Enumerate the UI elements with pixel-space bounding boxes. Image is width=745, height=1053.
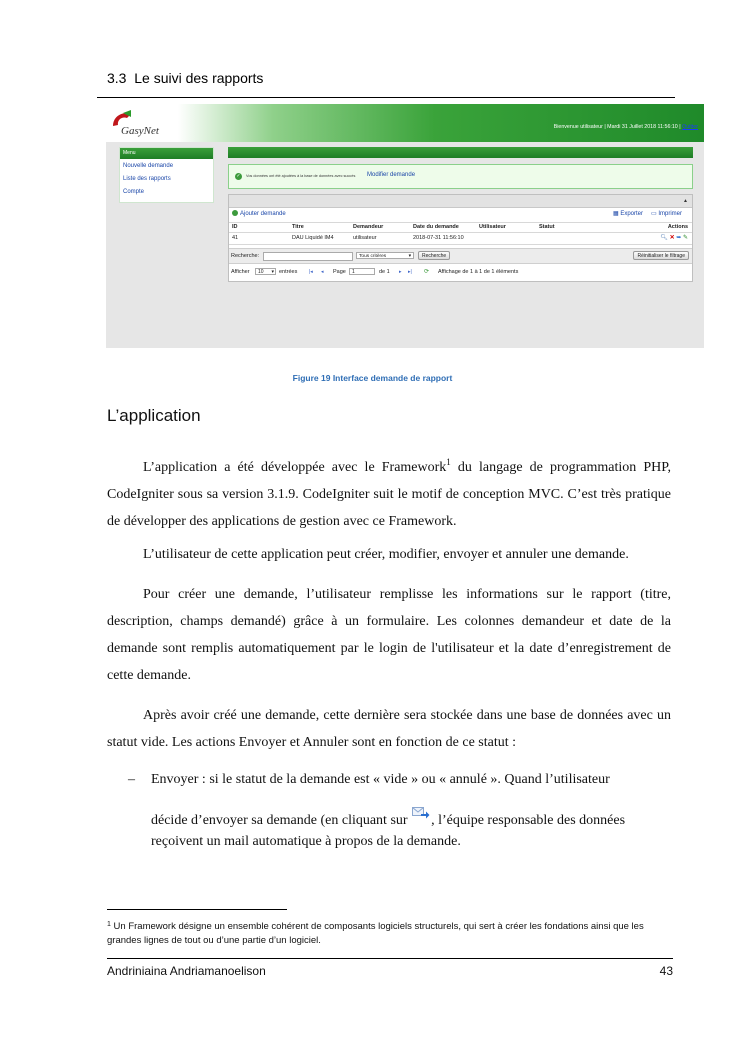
pager xyxy=(229,265,692,279)
delete-icon[interactable]: ✕ xyxy=(669,235,675,241)
page-of-label: de 1 xyxy=(379,269,390,275)
footnote: $^1$ Un Framework désigne un ensemble cohérent de composants logiciels structurels, qui sert à créer les fondations ainsi que les grandes lignes de tout ou d’une partie d’un logiciel. xyxy=(107,921,644,946)
paragraph-actions: L’utilisateur de cette application peut créer, modifier, envoyer et annuler une demande. xyxy=(143,547,629,562)
section-title: Le suivi des rapports xyxy=(134,70,264,86)
plus-icon xyxy=(232,210,238,216)
welcome-bar xyxy=(554,124,698,130)
excel-icon: ▦ xyxy=(613,211,619,217)
refresh-icon[interactable]: ⟳ xyxy=(424,269,430,275)
content-header xyxy=(228,147,693,158)
prev-page-icon[interactable]: ◂ xyxy=(321,269,324,275)
svg-text:GasyNet: GasyNet xyxy=(121,125,159,137)
heading-application: L’application xyxy=(107,406,201,425)
menu-item-account[interactable]: Compte xyxy=(123,189,145,195)
search-button[interactable]: Recherche xyxy=(418,251,450,260)
last-page-icon[interactable]: ▸| xyxy=(408,269,412,275)
section-heading xyxy=(107,70,263,86)
cell-id: 41 xyxy=(232,235,239,241)
search-label: Recherche: xyxy=(231,253,260,259)
page-input[interactable]: 1 xyxy=(349,268,375,275)
row-actions xyxy=(660,234,688,241)
menu-item-new-request[interactable]: Nouvelle demande xyxy=(123,163,174,169)
cell-requester: utilisateur xyxy=(353,235,377,241)
paragraph-framework: L’application a été développée avec le Framework$^1$ du langage de programmation PHP, CodeIgniter sous sa version 3.1.9. CodeIgniter suit le motif de conception MVC. C’est très pratique de développer des applications de gestion avec ce Framework. xyxy=(107,457,671,529)
entries-label: entrées xyxy=(279,269,298,275)
col-status[interactable]: Statut xyxy=(539,224,555,230)
paragraph-status: Après avoir créé une demande, cette dernière sera stockée dans une base de données avec un statut vide. Les actions Envoyer et Annuler sont en fonction de ce statut : xyxy=(107,708,671,750)
show-label: Afficher xyxy=(231,269,250,275)
next-page-icon[interactable]: ▸ xyxy=(399,269,402,275)
header-rule xyxy=(97,97,675,98)
grid-toolbar xyxy=(229,195,692,208)
bullet-line-1: Envoyer : si le statut de la demande est « vide » ou « annulé ». Quand l’utilisateur xyxy=(151,772,610,787)
page-label: Page xyxy=(333,269,346,275)
footer-rule xyxy=(107,958,673,959)
edit-icon[interactable]: ✎ xyxy=(682,235,688,241)
send-icon[interactable]: ➥ xyxy=(676,235,682,241)
logout-link[interactable]: Quitter xyxy=(682,124,698,130)
side-menu xyxy=(119,147,214,203)
page-size-select[interactable]: 10 ▾ xyxy=(255,268,276,275)
footer-author: Andriniaina Andriamanoelison xyxy=(107,964,266,978)
search-bar xyxy=(229,248,692,264)
cell-date: 2018-07-31 11:56:10 xyxy=(413,235,464,241)
reset-filter-button[interactable]: Réinitialiser le filtrage xyxy=(633,251,689,260)
col-user[interactable]: Utilisateur xyxy=(479,224,506,230)
bullet-dash: – xyxy=(128,772,135,787)
figure-caption: Figure 19 Interface demande de rapport xyxy=(292,373,453,383)
send-mail-icon xyxy=(412,807,430,819)
search-input[interactable] xyxy=(263,252,353,261)
col-id[interactable]: ID xyxy=(232,224,238,230)
grid-divider xyxy=(229,232,692,233)
first-page-icon[interactable]: |◂ xyxy=(309,269,313,275)
col-date[interactable]: Date du demande xyxy=(413,224,459,230)
bullet-line-2: décide d’envoyer sa demande (en cliquant sur , l’équipe responsable des données xyxy=(151,807,671,829)
page-number: 43 xyxy=(659,964,673,978)
cell-title: DAU Liquidé IM4 xyxy=(292,235,334,241)
grid-divider xyxy=(229,244,692,245)
edit-request-link[interactable]: Modifier demande xyxy=(367,172,416,178)
grid-divider xyxy=(229,222,692,223)
view-icon[interactable]: 🔍︎ xyxy=(660,235,668,241)
footnote-rule xyxy=(107,909,287,910)
menu-title: Menu xyxy=(120,148,213,159)
criteria-select[interactable]: Tous critères ▾ xyxy=(356,252,414,259)
check-icon: ✓ xyxy=(236,173,241,179)
notice-text: Vos données ont été ajoutées à la base de données avec succès xyxy=(246,174,356,178)
col-title[interactable]: Titre xyxy=(292,224,304,230)
add-request-button[interactable]: Ajouter demande xyxy=(232,210,286,217)
chevron-down-icon: ▾ xyxy=(408,254,411,259)
app-banner xyxy=(106,104,704,142)
col-requester[interactable]: Demandeur xyxy=(353,224,384,230)
welcome-text: Bienvenue utilisateur | Mardi 31 Juillet 2018 11:56:10 | xyxy=(553,124,681,130)
section-number: 3.3 xyxy=(107,70,127,86)
menu-item-report-list[interactable]: Liste des rapports xyxy=(123,176,171,182)
export-button[interactable]: ▦ Exporter xyxy=(613,211,644,217)
gasynet-logo xyxy=(109,108,179,138)
collapse-caret-icon[interactable]: ▲ xyxy=(683,198,688,204)
requests-grid xyxy=(228,194,693,282)
col-actions: Actions xyxy=(667,224,688,230)
bullet-line-3: reçoivent un mail automatique à propos de la demande. xyxy=(151,834,461,849)
print-button[interactable]: ▭ Imprimer xyxy=(651,211,683,217)
success-notice xyxy=(228,164,693,189)
printer-icon: ▭ xyxy=(651,211,657,217)
footnote-ref[interactable]: 1 xyxy=(446,457,451,467)
pager-summary: Affichage de 1 à 1 de 1 éléments xyxy=(438,269,519,275)
app-screenshot xyxy=(106,104,704,348)
paragraph-create: Pour créer une demande, l’utilisateur remplisse les informations sur le rapport (titre, description, champs demandé) grâce à un formulaire. Les colonnes demandeur et date de la demande sont remplis automatiquement par le login de l'utilisateur et la date d’enregistrement de cette demande. xyxy=(107,587,671,683)
